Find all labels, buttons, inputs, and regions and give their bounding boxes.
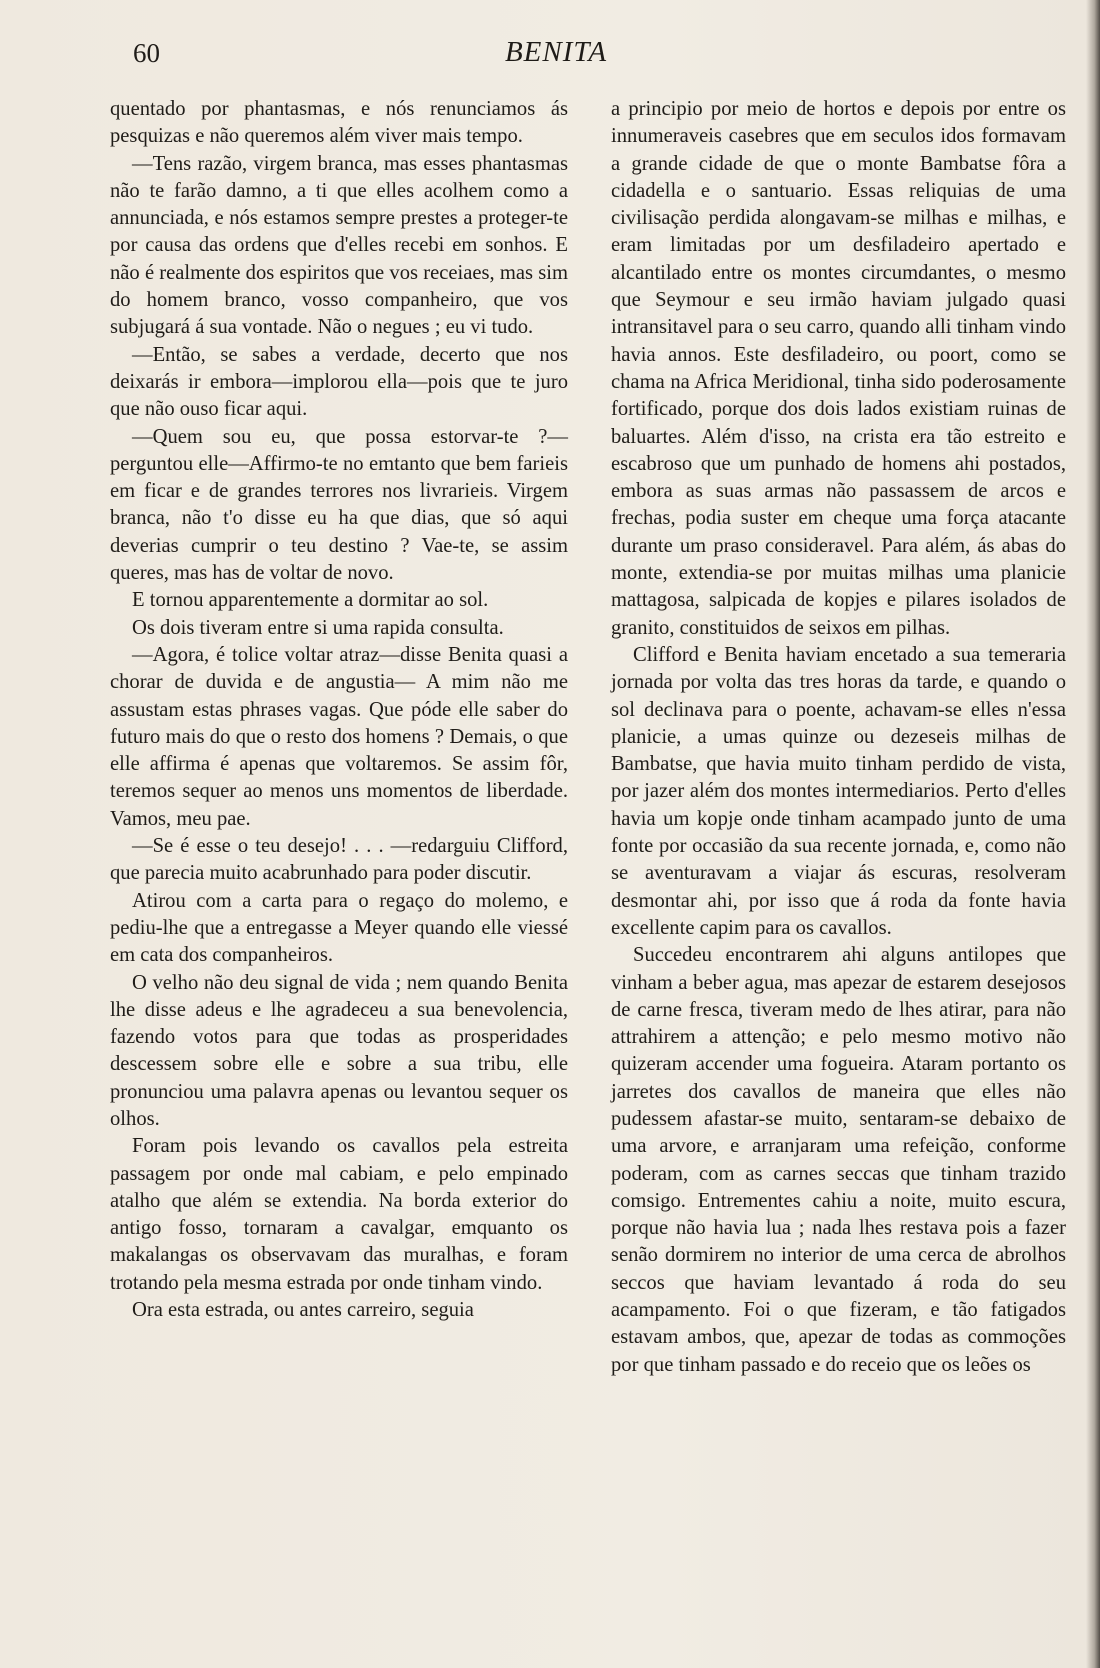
running-title: BENITA	[504, 36, 608, 68]
paragraph: Atirou com a carta para o regaço do molemo, e pediu-lhe que a entregasse a Meyer quando elle viessé em cata dos companheiros.	[110, 889, 568, 967]
paragraph: a principio por meio de hortos e depois por entre os innumeraveis casebres que em seculos idos formavam a grande cidade de que o monte Bambatse fôra a cidadella e o santuario. Essas reliquias de uma civilisação perdida alongavam-se milhas e milhas, e eram limitadas por um desfiladeiro apertado e alcantilado entre os montes circumdantes, o mesmo que Seymour e seu irmão haviam julgado quasi intransitavel para o seu carro, quando alli tinham vindo havia annos. Este desfiladeiro, ou poort, como se chama na Africa Meridional, tinha sido poderosamente fortificado, porque dos dois lados existiam ruinas de baluartes. Além d'isso, na crista era tão estreito e escabroso que um punhado de homens ahi postados, embora as suas armas não passassem de arcos e frechas, podia suster em cheque uma força atacante durante um praso consideravel. Para além, ás abas do monte, extendia-se por muitas milhas uma planicie mattagosa, salpicada de kopjes e pilares isolados de granito, constituidos de seixos em pilhas.	[611, 98, 1066, 639]
paragraph: —Se é esse o teu desejo! . . . —redarguiu Clifford, que parecia muito acabrunhado para poder discutir.	[110, 835, 568, 885]
paragraph: E tornou apparentemente a dormitar ao sol.	[132, 589, 489, 612]
paragraph: —Quem sou eu, que possa estorvar-te ?— perguntou elle—Affirmo-te no emtanto que bem farieis em ficar e de grandes terrores nos livrarieis. Virgem branca, não t'o disse eu ha que dias, que só aqui deverias cumprir o teu destino ? Vae-te, se assim queres, mas has de voltar de novo.	[110, 425, 568, 585]
paragraph: Ora esta estrada, ou antes carreiro, seguia	[132, 1299, 474, 1322]
paragraph: —Tens razão, virgem branca, mas esses phantasmas não te farão damno, a ti que elles acolhem como a annunciada, e nós estamos sempre prestes a proteger-te por causa das ordens que d'elles recebi em sonhos. E não é realmente dos espiritos que vos receiaes, mas sim do homem branco, vosso companheiro, que vos subjugará á sua vontade. Não o negues ; eu vi tudo.	[110, 152, 568, 339]
paragraph: O velho não deu signal de vida ; nem quando Benita lhe disse adeus e lhe agradeceu a sua benevolencia, fazendo votos para que todas as prosperidades descessem sobre elle e sobre a sua tribu, elle pronunciou uma palavra apenas ou levantou sequer os olhos.	[110, 971, 568, 1130]
paragraph: —Então, se sabes a verdade, decerto que nos deixarás ir embora—implorou ella—pois que te juro que não ouso ficar aqui.	[110, 343, 568, 421]
paragraph: quentado por phantasmas, e nós renunciamos ás pesquizas e não queremos além viver mais tempo.	[110, 98, 568, 148]
page-edge-shadow	[1086, 0, 1100, 1668]
paragraph: Succedeu encontrarem ahi alguns antilopes que vinham a beber agua, mas apezar de estarem desejosos de carne fresca, tiveram medo de lhes atirar, para não attrahirem a attenção; e pelo mesmo motivo não quizeram accender uma fogueira. Ataram portanto os jarretes dos cavallos de maneira que elles não pudessem afastar-se muito, sentaram-se debaixo de uma arvore, e arranjaram uma refeição, conforme poderam, com as carnes seccas que tinham trazido comsigo. Entrementes cahiu a noite, muito escura, porque não havia lua ; nada lhes restava pois a fazer senão dormirem no interior de uma cerca de abrolhos seccos que haviam levantado á roda do seu acampamento. Foi o que fizeram, e tão fatigados estavam ambos, que, apezar de todas as commoções por que tinham passado e do receio que os leões os	[611, 944, 1066, 1376]
left-column	[110, 96, 568, 1324]
page-number: 60	[133, 38, 160, 68]
paragraph: —Agora, é tolice voltar atraz—disse Benita quasi a chorar de duvida e de angustia— A mim não me assustam estas phrases vagas. Que póde elle saber do futuro mais do que o resto dos homens ? Demais, o que elle affirma é apenas que voltaremos. Se assim fôr, teremos sequer ao menos uns momentos de liberdade. Vamos, meu pae.	[110, 643, 568, 830]
right-column	[611, 96, 1066, 1379]
paragraph: Foram pois levando os cavallos pela estreita passagem por onde mal cabiam, e pelo empinado atalho que além se extendia. Na borda exterior do antigo fosso, tornaram a cavalgar, emquanto os makalangas os observavam das muralhas, e foram trotando pela mesma estrada por onde tinham vindo.	[110, 1135, 568, 1294]
page-header	[0, 30, 1100, 80]
paragraph: Clifford e Benita haviam encetado a sua temeraria jornada por volta das tres horas da tarde, e quando o sol declinava para o poente, achavam-se elles n'essa planicie, a umas quinze ou dezeseis milhas de Bambatse, que havia muito tinham perdido de vista, por jazer além dos montes intermediarios. Perto d'elles havia um kopje onde tinham acampado junto de uma fonte por occasião da sua recente jornada, e, como não se aventuravam a viajar ás escuras, resolveram desmontar ahi, por isso que á roda da fonte havia excellente capim para os cavallos.	[611, 643, 1066, 939]
paragraph: Os dois tiveram entre si uma rapida consulta.	[132, 616, 504, 639]
